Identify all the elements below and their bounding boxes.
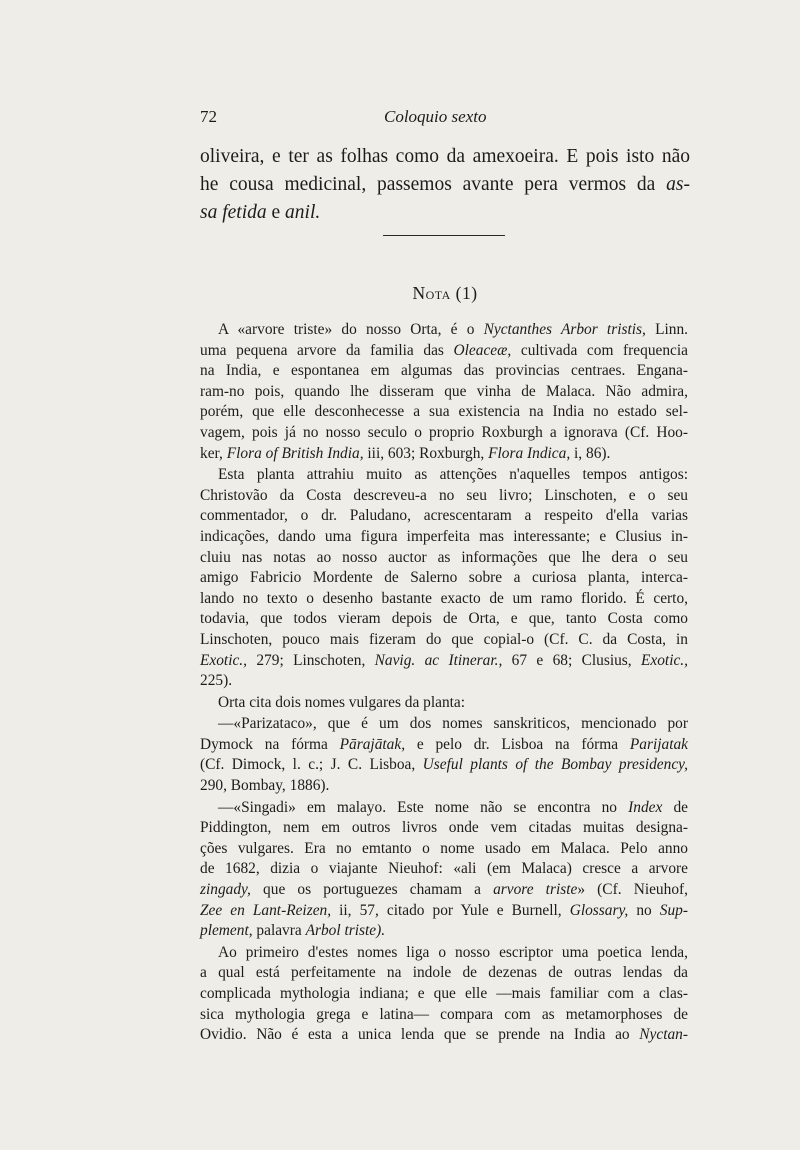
italic-span: Oleaceæ, bbox=[453, 341, 512, 359]
section-divider bbox=[383, 235, 505, 236]
text-line: cluiu nas notas ao nosso auctor as informações que lhe dera o seu bbox=[200, 548, 688, 566]
page-number: 72 bbox=[200, 107, 217, 126]
note-paragraph bbox=[200, 714, 688, 796]
text-span: e pelo dr. Lisboa na fórma bbox=[405, 735, 630, 753]
text-line: ções vulgares. Era no emtanto o nome usado em Malaca. Pelo anno bbox=[200, 839, 688, 857]
text-span: A «arvore triste» do nosso Orta, é o bbox=[218, 321, 484, 338]
text-line bbox=[182, 1025, 688, 1046]
italic-span: Exotic., bbox=[200, 651, 248, 669]
text-line: lando no texto o desenho bastante exacto de um ramo florido. É certo, bbox=[200, 589, 688, 607]
italic-span: Index bbox=[628, 798, 663, 816]
note-paragraph bbox=[200, 320, 688, 464]
text-line: Christovão da Costa descreveu-a no seu livro; Linschoten, e o seu bbox=[200, 486, 688, 504]
italic-span: Parijatak bbox=[629, 735, 688, 753]
text-span: que os portuguezes chamam a bbox=[250, 881, 494, 899]
text-span: no bbox=[628, 901, 660, 919]
text-line: ram-no pois, quando lhe disseram que vinha de Malaca. Não admira, bbox=[200, 382, 688, 400]
text-line: indicações, dando uma figura imperfeita mas interessante; e Clusius in- bbox=[200, 527, 688, 545]
note-number: (1) bbox=[455, 283, 478, 303]
text-span: iii, 603; Roxburgh, bbox=[363, 444, 489, 462]
text-line bbox=[182, 880, 688, 901]
text-line: de 1682, dizia o viajante Nieuhof: «ali (em Malaca) cresce a arvore bbox=[200, 860, 688, 878]
text-line: Linschoten, pouco mais fizeram do que copial-o (Cf. C. da Costa, in bbox=[200, 630, 688, 648]
text-line: amigo Fabricio Mordente de Salerno sobre a curiosa planta, interca- bbox=[200, 569, 688, 587]
text-line bbox=[200, 798, 688, 819]
text-span: palavra bbox=[252, 922, 306, 940]
text-line: commentador, o dr. Paludano, acrescentaram a respeito d'ella varias bbox=[200, 507, 688, 525]
italic-span: Navig. ac Itinerar., bbox=[374, 651, 503, 669]
text-line bbox=[200, 143, 690, 171]
text-span: e bbox=[266, 202, 286, 223]
italic-span: plement, bbox=[200, 922, 253, 940]
italic-span: Pārajātak, bbox=[339, 735, 406, 753]
text-line: —«Parizataco», que é um dos nomes sanskriticos, mencionado por bbox=[218, 715, 688, 733]
text-line bbox=[200, 320, 688, 341]
text-span: ker, bbox=[200, 444, 227, 462]
note-paragraph bbox=[200, 465, 688, 692]
text-span: —«Singadi» em malayo. Este nome não se encontra no bbox=[218, 798, 629, 816]
text-line: Ao primeiro d'estes nomes liga o nosso escriptor uma poetica lenda, bbox=[218, 943, 688, 961]
text-span: (Cf. Dimock, l. c.; J. C. Lisboa, bbox=[200, 756, 423, 774]
text-line bbox=[200, 171, 690, 199]
text-line bbox=[182, 735, 688, 756]
italic-span: as- bbox=[666, 174, 690, 195]
text-line bbox=[182, 651, 688, 672]
text-span: oliveira, e ter as folhas como da amexoeira. E pois isto não bbox=[200, 146, 690, 167]
italic-span: Useful plants of the Bombay presidency, bbox=[422, 756, 688, 774]
italic-span: arvore triste bbox=[493, 881, 578, 899]
text-span: ii, 57, citado por Yule e Burnell, bbox=[331, 901, 570, 919]
italic-span: Nyctanthes Arbor tristis, bbox=[483, 321, 646, 338]
text-span: cultivada com frequencia bbox=[511, 341, 688, 359]
text-span: Ovidio. Não é esta a unica lenda que se prende na India ao bbox=[200, 1026, 640, 1044]
text-span: he cousa medicinal, passemos avante pera vermos da bbox=[200, 174, 656, 195]
text-span: de bbox=[662, 798, 688, 816]
text-line: todavia, que todos vieram depois de Orta, e que, tanto Costa como bbox=[200, 610, 688, 628]
text-line: Esta planta attrahiu muito as attenções n'aquelles tempos antigos: bbox=[218, 466, 688, 484]
text-line bbox=[200, 199, 690, 227]
text-line bbox=[182, 921, 688, 942]
text-line: complicada mythologia indiana; e que elle —mais familiar com a clas- bbox=[200, 985, 688, 1002]
text-line bbox=[182, 755, 688, 776]
text-line: a qual está perfeitamente na indole de dezenas de outras lendas da bbox=[200, 964, 688, 982]
text-span: Linn. bbox=[645, 321, 688, 338]
text-line: vagem, pois já no nosso seculo o proprio Roxburgh a ignorava (Cf. Hoo- bbox=[200, 423, 688, 441]
main-text bbox=[200, 143, 690, 227]
italic-span: Zee en Lant-Reizen, bbox=[200, 901, 332, 919]
main-paragraph bbox=[200, 143, 690, 227]
italic-span: sa fetida bbox=[200, 202, 267, 223]
italic-span: Exotic., bbox=[640, 651, 688, 669]
italic-span: Sup- bbox=[659, 901, 688, 919]
text-line: Piddington, nem em outros livros onde vem citadas muitas designa- bbox=[200, 819, 688, 837]
running-title: Coloquio sexto bbox=[384, 107, 487, 126]
text-span: uma pequena arvore da familia das bbox=[200, 341, 454, 359]
italic-span: Arbol triste). bbox=[305, 922, 386, 940]
page-header bbox=[200, 103, 690, 131]
text-span: 279; Linschoten, bbox=[247, 651, 375, 669]
note-title: Nota bbox=[412, 283, 451, 303]
italic-span: Flora Indica, bbox=[488, 444, 571, 462]
text-span: i, 86). bbox=[570, 444, 611, 462]
text-line bbox=[182, 341, 688, 362]
italic-span: Glossary, bbox=[569, 901, 629, 919]
text-line: Orta cita dois nomes vulgares da planta: bbox=[218, 693, 466, 711]
text-line: porém, que elle desconhecesse a sua existencia na India no estado sel- bbox=[200, 403, 688, 421]
note-body bbox=[200, 320, 688, 1046]
text-line: 225). bbox=[200, 672, 233, 690]
text-line bbox=[182, 444, 688, 465]
text-line: na India, e espontanea em algumas das provincias centraes. Engana- bbox=[200, 362, 688, 380]
text-span: 67 e 68; Clusius, bbox=[502, 651, 641, 669]
text-span: » (Cf. Nieuhof, bbox=[577, 881, 688, 899]
text-line: 290, Bombay, 1886). bbox=[200, 777, 330, 795]
italic-span: Flora of British India, bbox=[226, 444, 364, 462]
italic-span: zingady, bbox=[200, 881, 251, 899]
italic-span: Nyctan- bbox=[639, 1026, 688, 1044]
italic-span: anil. bbox=[285, 202, 321, 223]
note-paragraph bbox=[200, 943, 688, 1046]
text-span: Dymock na fórma bbox=[200, 735, 340, 753]
text-line bbox=[182, 901, 688, 922]
note-heading bbox=[200, 283, 690, 304]
note-paragraph bbox=[200, 798, 688, 942]
note-paragraph bbox=[200, 693, 688, 714]
text-line: sica mythologia grega e latina— compara com as metamorphoses de bbox=[200, 1005, 688, 1023]
